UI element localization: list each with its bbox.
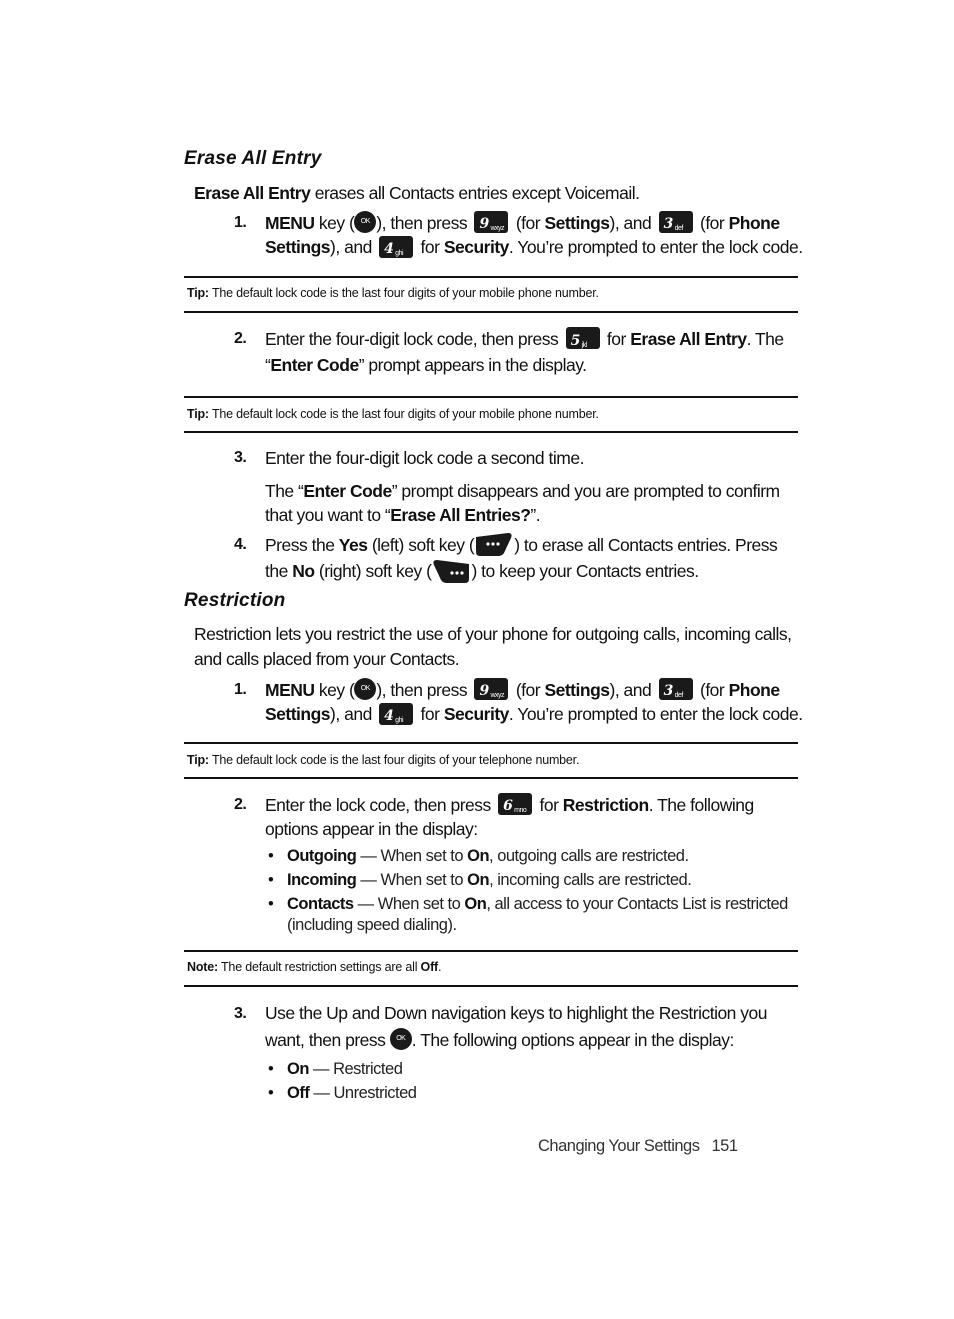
ok-key-icon: OK <box>354 678 376 700</box>
erase-step-4: 4. Press the Yes (left) soft key ( ) to erase all Contacts entries. Press the No (right) soft key ( ) to keep your Contacts entries. <box>234 533 804 586</box>
ok-key-icon: OK <box>354 211 376 233</box>
erase-step-3: 3. Enter the four-digit lock code a second time. <box>234 448 584 468</box>
restriction-intro: Restriction lets you restrict the use of your phone for outgoing calls, incoming calls, and calls placed from your Contacts. <box>194 624 792 669</box>
list-item: • Off — Unrestricted <box>268 1084 417 1102</box>
section-title-restriction: Restriction <box>184 590 286 611</box>
list-item: • Incoming — When set to On, incoming calls are restricted. <box>268 871 692 889</box>
key-4-icon: 4 ghi <box>379 236 413 258</box>
page-footer <box>538 1137 738 1156</box>
erase-step-3-detail: The “Enter Code” prompt disappears and you are prompted to confirm that you want to “Erase All Entries?”. <box>265 481 780 525</box>
tip-lock-code-1: Tip: The default lock code is the last four digits of your mobile phone number. <box>187 286 599 300</box>
erase-step-1: 1. MENU key ( OK ), then press 9 wxyz (for Settings), and 3 def (for Phone Settings), and 4 ghi for Security. You’re prompted to enter the lock code. <box>234 213 803 258</box>
note-default-restriction: Note: The default restriction settings are all Off. <box>187 960 442 974</box>
tip-lock-code-2: Tip: The default lock code is the last four digits of your mobile phone number. <box>187 407 599 421</box>
list-item: • Contacts — When set to On, all access to your Contacts List is restricted (including speed dialing). <box>268 895 788 934</box>
key-9-icon: 9 wxyz <box>474 678 508 700</box>
tip-rule-bottom <box>184 311 798 313</box>
restriction-step-2: 2. Enter the lock code, then press 6 mno for Restriction. The following options appear in the display: <box>234 795 754 840</box>
tip-rule-top <box>184 276 798 278</box>
key-6-icon: 6 mno <box>498 793 532 815</box>
footer-chapter: Changing Your Settings <box>538 1137 700 1155</box>
erase-step-2: 2. Enter the four-digit lock code, then press 5 jkl for Erase All Entry. The “Enter Code” prompt appears in the display. <box>234 329 784 375</box>
ok-key-icon: OK <box>390 1028 412 1050</box>
right-soft-key-icon <box>431 558 471 584</box>
list-item: • On — Restricted <box>268 1060 403 1078</box>
note-rule-top <box>184 950 798 952</box>
key-3-icon: 3 def <box>659 678 693 700</box>
restriction-option-list <box>268 844 798 936</box>
tip-rule-bottom <box>184 431 798 433</box>
tip-rule-top <box>184 396 798 398</box>
erase-intro: Erase All Entry erases all Contacts entries except Voicemail. <box>194 183 640 203</box>
restriction-step-1: 1. MENU key ( OK ), then press 9 wxyz (for Settings), and 3 def (for Phone Settings), and 4 ghi for Security. You’re prompted to enter the lock code. <box>234 680 803 725</box>
key-3-icon: 3 def <box>659 211 693 233</box>
key-9-icon: 9 wxyz <box>474 211 508 233</box>
list-item: • Outgoing — When set to On, outgoing calls are restricted. <box>268 847 689 865</box>
key-4-icon: 4 ghi <box>379 703 413 725</box>
restriction-value-list <box>268 1057 798 1105</box>
note-rule-bottom <box>184 985 798 987</box>
tip-rule-top <box>184 742 798 744</box>
left-soft-key-icon <box>474 531 514 557</box>
tip-rule-bottom <box>184 777 798 779</box>
section-title-erase-all-entry: Erase All Entry <box>184 148 322 169</box>
restriction-step-3: 3. Use the Up and Down navigation keys to highlight the Restriction you want, then press OK . The following options appear in the display: <box>234 1003 767 1050</box>
page-number: 151 <box>711 1137 738 1155</box>
tip-lock-code-3: Tip: The default lock code is the last four digits of your telephone number. <box>187 753 580 767</box>
key-5-icon: 5 jkl <box>566 327 600 349</box>
